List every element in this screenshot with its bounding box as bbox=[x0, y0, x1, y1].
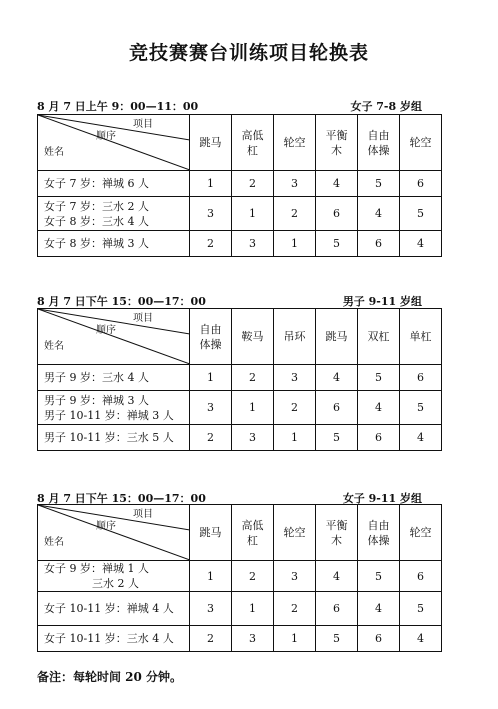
group-line: 男子 9 岁：三水 4 人 bbox=[44, 371, 149, 384]
order-cell: 1 bbox=[232, 391, 274, 425]
table-row bbox=[38, 171, 442, 197]
order-cell: 1 bbox=[190, 365, 232, 391]
section-group: 男子 9-11 岁组 bbox=[342, 295, 422, 308]
group-cell bbox=[38, 365, 190, 391]
group-cell bbox=[38, 626, 190, 652]
group-line: 三水 2 人 bbox=[92, 577, 139, 590]
group-cell bbox=[38, 197, 190, 231]
section-header-2 bbox=[37, 293, 422, 307]
order-cell: 2 bbox=[190, 425, 232, 451]
event-header-cell bbox=[274, 505, 316, 561]
event-name: 双杠 bbox=[367, 330, 390, 343]
section-time: 8 月 7 日上午 9：00—11：00 bbox=[37, 100, 199, 113]
order-cell: 3 bbox=[232, 425, 274, 451]
order-cell: 2 bbox=[232, 561, 274, 592]
table-row bbox=[38, 391, 442, 425]
order-cell: 2 bbox=[190, 626, 232, 652]
order-cell: 4 bbox=[400, 231, 442, 257]
order-cell: 5 bbox=[316, 425, 358, 451]
table-row bbox=[38, 425, 442, 451]
order-cell: 5 bbox=[358, 171, 400, 197]
order-cell: 1 bbox=[274, 626, 316, 652]
event-header-cell bbox=[358, 309, 400, 365]
table-row bbox=[38, 231, 442, 257]
group-cell bbox=[38, 561, 190, 592]
section-header-3 bbox=[37, 490, 422, 504]
event-name: 跳马 bbox=[199, 526, 222, 539]
event-name: 自由体操 bbox=[367, 518, 390, 547]
event-name: 鞍马 bbox=[241, 330, 264, 343]
rotation-table-3 bbox=[37, 504, 442, 652]
diagonal-header-cell bbox=[38, 309, 190, 365]
event-header-cell bbox=[190, 115, 232, 171]
table-row bbox=[38, 561, 442, 592]
order-cell: 6 bbox=[358, 626, 400, 652]
event-header-cell bbox=[232, 505, 274, 561]
event-name: 自由体操 bbox=[199, 322, 222, 351]
group-line: 男子 10-11 岁：禅城 3 人 bbox=[44, 408, 174, 422]
order-cell: 4 bbox=[358, 391, 400, 425]
order-cell: 6 bbox=[316, 197, 358, 231]
event-header-cell bbox=[232, 309, 274, 365]
event-name: 高低杠 bbox=[241, 128, 264, 157]
name-label: 姓名 bbox=[44, 341, 64, 352]
order-cell: 6 bbox=[400, 561, 442, 592]
order-cell: 3 bbox=[232, 626, 274, 652]
table-row bbox=[38, 365, 442, 391]
order-cell: 6 bbox=[316, 592, 358, 626]
name-label: 姓名 bbox=[44, 537, 64, 548]
event-name: 跳马 bbox=[199, 136, 222, 149]
event-header-cell bbox=[190, 505, 232, 561]
event-name: 跳马 bbox=[325, 330, 348, 343]
order-cell: 6 bbox=[358, 425, 400, 451]
order-cell: 5 bbox=[358, 561, 400, 592]
group-cell bbox=[38, 425, 190, 451]
order-cell: 4 bbox=[316, 365, 358, 391]
event-name: 自由体操 bbox=[367, 128, 390, 157]
item-label: 项目 bbox=[133, 119, 153, 130]
order-cell: 5 bbox=[316, 231, 358, 257]
page-title: 竞技赛赛台训练项目轮换表 bbox=[128, 42, 369, 64]
event-header-cell bbox=[274, 115, 316, 171]
group-cell bbox=[38, 171, 190, 197]
event-name: 轮空 bbox=[283, 136, 306, 149]
order-cell: 4 bbox=[316, 561, 358, 592]
group-line: 男子 9 岁：禅城 3 人 bbox=[44, 393, 149, 407]
order-cell: 1 bbox=[274, 425, 316, 451]
event-header-cell bbox=[400, 505, 442, 561]
event-header-cell bbox=[274, 309, 316, 365]
section-group: 女子 7-8 岁组 bbox=[350, 100, 422, 113]
group-line: 男子 10-11 岁：三水 5 人 bbox=[44, 431, 174, 444]
footnote: 备注：每轮时间 20 分钟。 bbox=[37, 670, 183, 684]
order-cell: 2 bbox=[232, 171, 274, 197]
order-cell: 2 bbox=[274, 391, 316, 425]
item-label: 项目 bbox=[133, 509, 153, 520]
order-cell: 4 bbox=[400, 626, 442, 652]
order-cell: 1 bbox=[274, 231, 316, 257]
order-cell: 1 bbox=[190, 171, 232, 197]
group-cell bbox=[38, 231, 190, 257]
section-time: 8 月 7 日下午 15：00—17：00 bbox=[37, 295, 206, 308]
order-cell: 4 bbox=[316, 171, 358, 197]
event-header-cell bbox=[358, 115, 400, 171]
table-row bbox=[38, 626, 442, 652]
group-line: 女子 7 岁：禅城 6 人 bbox=[44, 177, 149, 190]
order-cell: 3 bbox=[232, 231, 274, 257]
table-row bbox=[38, 197, 442, 231]
event-header-cell bbox=[316, 505, 358, 561]
order-label: 顺序 bbox=[96, 131, 116, 142]
event-header-cell bbox=[316, 309, 358, 365]
order-cell: 5 bbox=[358, 365, 400, 391]
order-cell: 1 bbox=[232, 197, 274, 231]
event-header-cell bbox=[400, 309, 442, 365]
section-time: 8 月 7 日下午 15：00—17：00 bbox=[37, 492, 206, 505]
order-cell: 4 bbox=[358, 197, 400, 231]
order-cell: 5 bbox=[400, 592, 442, 626]
order-cell: 4 bbox=[400, 425, 442, 451]
event-name: 轮空 bbox=[409, 526, 432, 539]
event-name: 吊环 bbox=[283, 330, 306, 343]
order-cell: 1 bbox=[190, 561, 232, 592]
event-name: 单杠 bbox=[409, 330, 432, 343]
group-cell bbox=[38, 391, 190, 425]
order-cell: 2 bbox=[274, 592, 316, 626]
group-line: 女子 10-11 岁：三水 4 人 bbox=[44, 632, 174, 645]
order-label: 顺序 bbox=[96, 521, 116, 532]
name-label: 姓名 bbox=[44, 147, 64, 158]
order-cell: 3 bbox=[274, 171, 316, 197]
rotation-table-1 bbox=[37, 114, 442, 257]
table-row bbox=[38, 592, 442, 626]
event-header-cell bbox=[358, 505, 400, 561]
order-cell: 6 bbox=[400, 171, 442, 197]
order-label: 顺序 bbox=[96, 325, 116, 336]
order-cell: 3 bbox=[190, 197, 232, 231]
order-cell: 6 bbox=[316, 391, 358, 425]
order-cell: 1 bbox=[232, 592, 274, 626]
event-name: 平衡木 bbox=[325, 128, 348, 157]
event-name: 平衡木 bbox=[325, 518, 348, 547]
event-name: 轮空 bbox=[409, 136, 432, 149]
order-cell: 5 bbox=[400, 391, 442, 425]
group-line: 女子 9 岁：禅城 1 人 bbox=[44, 562, 149, 575]
diagonal-header-cell bbox=[38, 115, 190, 171]
diagonal-header-cell bbox=[38, 505, 190, 561]
group-line: 女子 10-11 岁：禅城 4 人 bbox=[44, 602, 174, 615]
section-header-1 bbox=[37, 98, 422, 112]
order-cell: 5 bbox=[316, 626, 358, 652]
event-name: 高低杠 bbox=[241, 518, 264, 547]
group-line: 女子 8 岁：三水 4 人 bbox=[44, 214, 149, 228]
rotation-table-2 bbox=[37, 308, 442, 451]
group-cell bbox=[38, 592, 190, 626]
event-header-cell bbox=[232, 115, 274, 171]
item-label: 项目 bbox=[133, 313, 153, 324]
group-line: 女子 7 岁：三水 2 人 bbox=[44, 199, 149, 213]
order-cell: 3 bbox=[190, 592, 232, 626]
order-cell: 4 bbox=[358, 592, 400, 626]
section-group: 女子 9-11 岁组 bbox=[342, 492, 422, 505]
event-header-cell bbox=[190, 309, 232, 365]
order-cell: 2 bbox=[190, 231, 232, 257]
order-cell: 2 bbox=[232, 365, 274, 391]
order-cell: 3 bbox=[274, 561, 316, 592]
order-cell: 3 bbox=[190, 391, 232, 425]
event-name: 轮空 bbox=[283, 526, 306, 539]
order-cell: 6 bbox=[358, 231, 400, 257]
order-cell: 3 bbox=[274, 365, 316, 391]
group-line: 女子 8 岁：禅城 3 人 bbox=[44, 237, 149, 250]
event-header-cell bbox=[400, 115, 442, 171]
order-cell: 2 bbox=[274, 197, 316, 231]
event-header-cell bbox=[316, 115, 358, 171]
order-cell: 6 bbox=[400, 365, 442, 391]
order-cell: 5 bbox=[400, 197, 442, 231]
